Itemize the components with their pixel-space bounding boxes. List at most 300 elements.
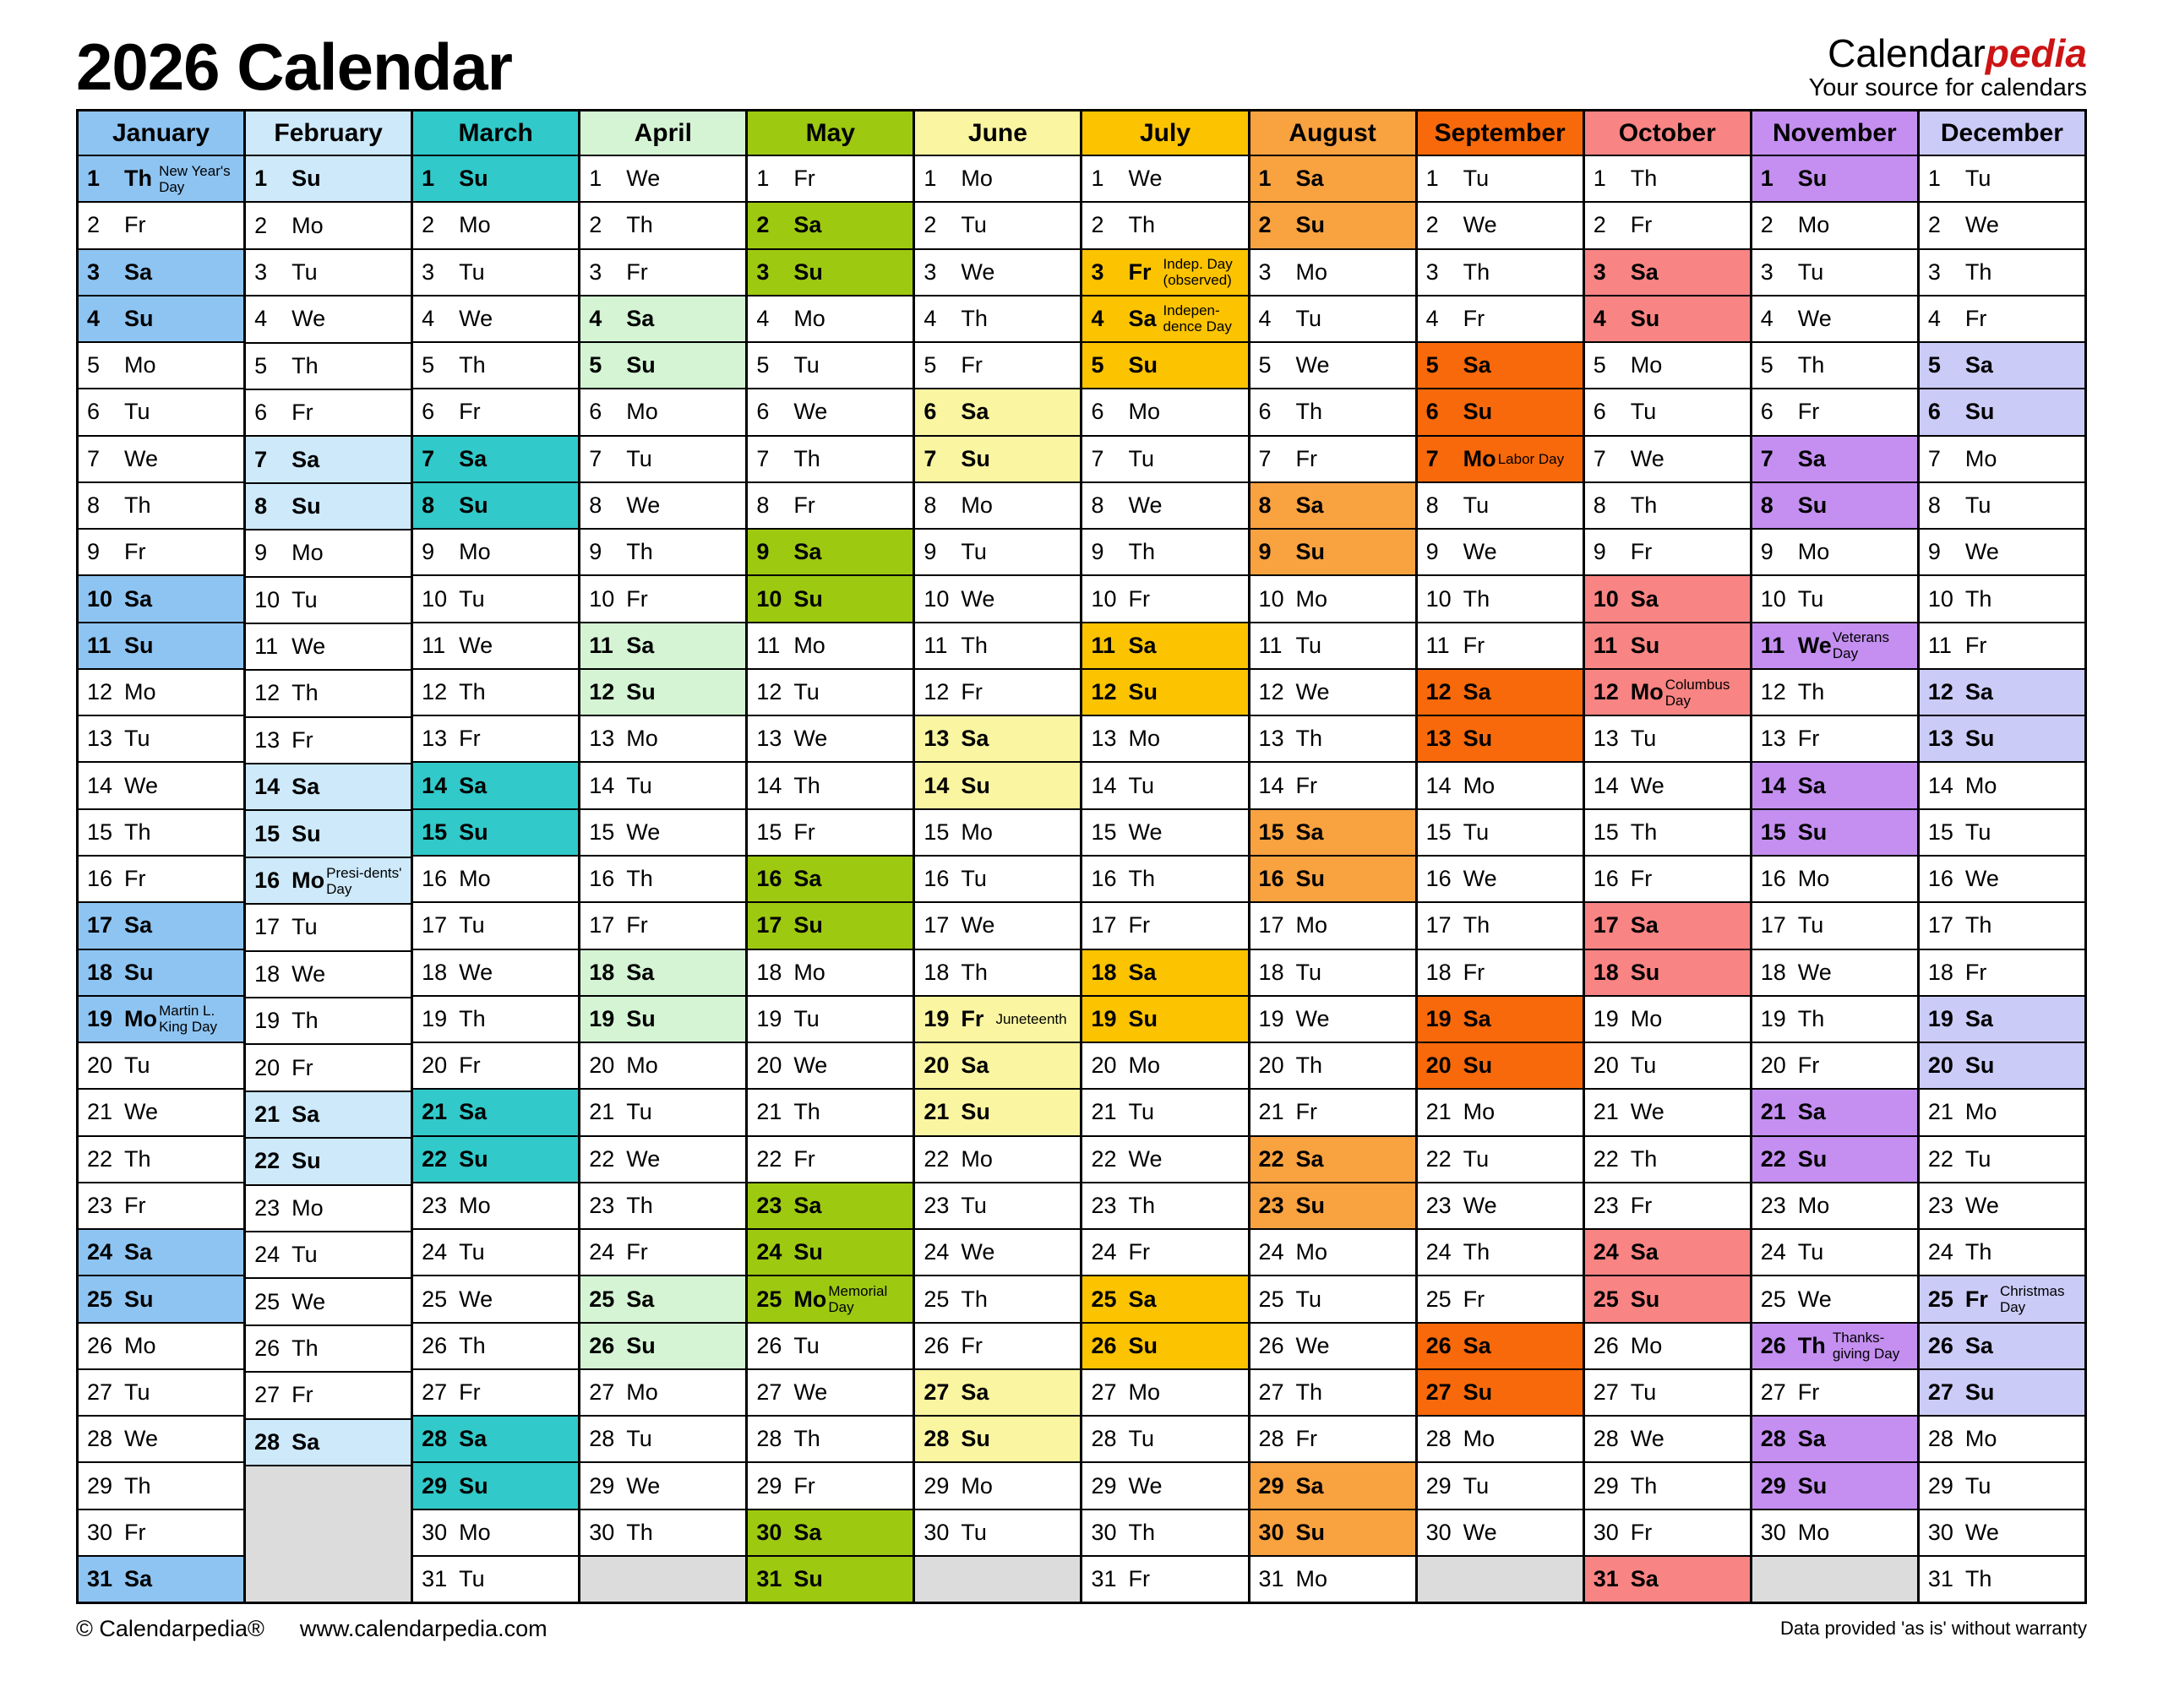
day-number: 3 [1593, 258, 1606, 285]
day-cell-january-9 [79, 530, 243, 576]
day-cell-october-1 [1585, 156, 1750, 203]
day-number: 13 [923, 726, 950, 752]
day-cell-december-15 [1920, 810, 2084, 857]
day-cell-november-16 [1752, 857, 1917, 903]
day-number: 19 [254, 1008, 281, 1034]
day-number: 30 [1091, 1519, 1117, 1545]
day-cell-april-23 [580, 1183, 745, 1230]
day-cell-august-28 [1250, 1417, 1415, 1463]
weekday-abbrev: Sa [1128, 632, 1157, 658]
weekday-abbrev: Fr [124, 1519, 146, 1545]
weekday-abbrev: Fr [459, 1379, 481, 1406]
weekday-abbrev: Th [1797, 1332, 1826, 1358]
day-number: 7 [87, 445, 101, 471]
weekday-abbrev: Tu [626, 772, 652, 798]
month-column-august [1250, 112, 1418, 1602]
weekday-abbrev: Mo [1295, 585, 1328, 612]
day-cell-april-18 [580, 950, 745, 997]
day-cell-january-22 [79, 1137, 243, 1183]
weekday-abbrev: Fr [626, 912, 648, 938]
day-number: 2 [1927, 212, 1941, 238]
day-cell-april-14 [580, 763, 745, 809]
day-number: 24 [756, 1239, 782, 1265]
day-cell-july-11 [1082, 623, 1247, 670]
weekday-abbrev: Th [626, 1519, 653, 1545]
weekday-abbrev: Tu [1964, 819, 1991, 845]
weekday-abbrev: Su [1128, 1005, 1158, 1031]
day-number: 12 [1258, 679, 1284, 705]
weekday-abbrev: Su [1797, 166, 1828, 192]
copyright-text: © Calendarpedia® [76, 1616, 264, 1641]
weekday-abbrev: Tu [961, 1192, 987, 1218]
day-cell-november-23 [1752, 1183, 1917, 1230]
weekday-abbrev: Fr [1128, 1239, 1150, 1265]
weekday-abbrev: Su [291, 1148, 321, 1174]
weekday-abbrev: Sa [961, 399, 989, 425]
day-number: 25 [1760, 1286, 1786, 1312]
day-cell-march-22 [413, 1137, 578, 1183]
day-number: 13 [1927, 726, 1953, 752]
day-cell-september-16 [1418, 857, 1583, 903]
day-cell-april-29 [580, 1463, 745, 1509]
weekday-abbrev: Fr [1295, 772, 1318, 798]
weekday-abbrev: Fr [291, 726, 313, 753]
day-cell-november-11 [1752, 623, 1917, 670]
weekday-abbrev: Fr [1964, 959, 1987, 985]
day-number: 23 [923, 1192, 950, 1218]
weekday-abbrev: We [1463, 1192, 1497, 1218]
day-cell-june-23 [915, 1183, 1080, 1230]
weekday-abbrev: We [1630, 1099, 1664, 1125]
day-number: 24 [923, 1239, 950, 1265]
weekday-abbrev: We [459, 1286, 493, 1312]
weekday-abbrev: Th [626, 1192, 653, 1218]
holiday-label: Veterans Day [1832, 629, 1889, 662]
day-cell-october-26 [1585, 1324, 1750, 1370]
weekday-abbrev: Th [626, 866, 653, 892]
holiday-label: Martin L. King Day [159, 1003, 218, 1036]
day-number: 22 [756, 1145, 782, 1172]
day-cell-february-17 [246, 905, 411, 951]
day-cell-july-23 [1082, 1183, 1247, 1230]
weekday-abbrev: Sa [1630, 585, 1659, 612]
holiday-label: Memorial Day [828, 1282, 888, 1315]
day-cell-january-19 [79, 997, 243, 1043]
weekday-abbrev: Sa [961, 726, 989, 752]
weekday-abbrev: Th [626, 539, 653, 565]
day-cell-august-20 [1250, 1043, 1415, 1090]
website-url[interactable]: www.calendarpedia.com [299, 1616, 548, 1641]
day-cell-november-27 [1752, 1370, 1917, 1417]
weekday-abbrev: Tu [1463, 492, 1490, 518]
day-number: 29 [1927, 1472, 1953, 1499]
day-cell-november-1 [1752, 156, 1917, 203]
weekday-abbrev: Th [793, 445, 820, 471]
day-cell-november-28 [1752, 1417, 1917, 1463]
day-number: 28 [87, 1426, 113, 1452]
weekday-abbrev: Th [1463, 258, 1490, 285]
day-cell-january-12 [79, 670, 243, 716]
day-cell-april-27 [580, 1370, 745, 1417]
day-number: 9 [1425, 539, 1439, 565]
weekday-abbrev: Tu [291, 914, 318, 940]
day-number: 9 [1760, 539, 1773, 565]
weekday-abbrev: Tu [459, 1566, 485, 1592]
weekday-abbrev: Th [1630, 1472, 1658, 1499]
empty-cells [915, 1557, 1080, 1602]
weekday-abbrev: Sa [1295, 166, 1324, 192]
weekday-abbrev: We [1463, 212, 1497, 238]
day-number: 22 [87, 1145, 113, 1172]
weekday-abbrev: Th [1797, 352, 1825, 378]
weekday-abbrev: Th [1964, 912, 1992, 938]
day-cell-june-21 [915, 1090, 1080, 1136]
weekday-abbrev: Sa [291, 446, 320, 472]
day-number: 22 [1593, 1145, 1619, 1172]
day-number: 24 [1258, 1239, 1284, 1265]
weekday-abbrev: Su [1463, 1053, 1493, 1079]
day-number: 29 [422, 1472, 448, 1499]
month-column-october [1585, 112, 1752, 1602]
weekday-abbrev: We [626, 1472, 661, 1499]
weekday-abbrev: We [793, 726, 828, 752]
day-cell-september-5 [1418, 343, 1583, 389]
day-cell-april-16 [580, 857, 745, 903]
weekday-abbrev: Su [1964, 1053, 1995, 1079]
day-number: 16 [1927, 866, 1953, 892]
weekday-abbrev: Fr [961, 352, 983, 378]
day-number: 1 [1760, 166, 1773, 192]
day-cell-september-12 [1418, 670, 1583, 716]
day-cell-july-2 [1082, 203, 1247, 249]
weekday-abbrev: Su [124, 632, 154, 658]
day-number: 26 [1091, 1332, 1117, 1358]
day-cell-may-2 [748, 203, 913, 249]
weekday-abbrev: Th [626, 212, 653, 238]
day-number: 10 [254, 586, 281, 612]
day-number: 16 [422, 866, 448, 892]
day-number: 17 [422, 912, 448, 938]
day-number: 13 [422, 726, 448, 752]
day-cell-february-5 [246, 344, 411, 390]
day-cell-september-23 [1418, 1183, 1583, 1230]
weekday-abbrev: Th [961, 305, 988, 331]
day-cell-january-29 [79, 1463, 243, 1509]
day-number: 11 [1258, 632, 1283, 658]
weekday-abbrev: Fr [124, 866, 146, 892]
day-number: 2 [422, 212, 435, 238]
weekday-abbrev: Sa [793, 1519, 822, 1545]
day-cell-october-19 [1585, 997, 1750, 1043]
day-number: 7 [1091, 445, 1104, 471]
weekday-abbrev: Su [961, 1426, 990, 1452]
day-cell-august-26 [1250, 1324, 1415, 1370]
day-cell-december-10 [1920, 576, 2084, 623]
day-number: 14 [589, 772, 615, 798]
weekday-abbrev: We [961, 258, 995, 285]
day-number: 20 [87, 1053, 113, 1079]
weekday-abbrev: Sa [124, 1239, 153, 1265]
day-number: 2 [254, 212, 268, 238]
day-cell-june-9 [915, 530, 1080, 576]
weekday-abbrev: Su [1128, 1332, 1158, 1358]
weekday-abbrev: Su [1630, 305, 1660, 331]
day-cell-may-9 [748, 530, 913, 576]
day-number: 6 [87, 399, 101, 425]
weekday-abbrev: Su [961, 1099, 990, 1125]
day-number: 30 [1258, 1519, 1284, 1545]
day-cell-april-5 [580, 343, 745, 389]
day-number: 10 [1760, 585, 1786, 612]
weekday-abbrev: Th [1128, 866, 1155, 892]
weekday-abbrev: Tu [291, 1242, 318, 1268]
weekday-abbrev: Th [1128, 212, 1155, 238]
day-number: 17 [1760, 912, 1786, 938]
day-number: 30 [923, 1519, 950, 1545]
weekday-abbrev: Fr [291, 1054, 313, 1080]
day-number: 16 [1593, 866, 1619, 892]
weekday-abbrev: Su [459, 1472, 488, 1499]
day-number: 7 [1593, 445, 1606, 471]
day-cell-november-6 [1752, 389, 1917, 436]
day-cell-june-14 [915, 763, 1080, 809]
day-number: 15 [1760, 819, 1786, 845]
day-cell-september-19 [1418, 997, 1583, 1043]
day-cell-december-6 [1920, 389, 2084, 436]
day-cell-august-22 [1250, 1137, 1415, 1183]
weekday-abbrev: Su [626, 679, 656, 705]
day-number: 25 [756, 1286, 782, 1312]
day-number: 7 [756, 445, 770, 471]
day-cell-march-21 [413, 1090, 578, 1136]
weekday-abbrev: We [1128, 1472, 1163, 1499]
day-number: 6 [756, 399, 770, 425]
weekday-abbrev: Th [459, 679, 486, 705]
weekday-abbrev: Mo [1630, 352, 1663, 378]
day-number: 6 [1091, 399, 1104, 425]
weekday-abbrev: Mo [1128, 1053, 1160, 1079]
day-cell-march-2 [413, 203, 578, 249]
day-number: 18 [923, 959, 950, 985]
weekday-abbrev: Fr [1463, 959, 1485, 985]
day-number: 17 [1091, 912, 1117, 938]
day-cell-january-7 [79, 437, 243, 483]
day-number: 15 [422, 819, 448, 845]
day-number: 30 [1593, 1519, 1619, 1545]
weekday-abbrev: Mo [124, 352, 156, 378]
weekday-abbrev: Sa [793, 866, 822, 892]
weekday-abbrev: Fr [626, 1239, 648, 1265]
day-number: 16 [756, 866, 782, 892]
day-cell-october-16 [1585, 857, 1750, 903]
day-number: 29 [1593, 1472, 1619, 1499]
day-cell-july-13 [1082, 716, 1247, 763]
weekday-abbrev: Fr [1964, 632, 1987, 658]
day-cell-june-25 [915, 1276, 1080, 1323]
day-cell-january-8 [79, 483, 243, 530]
day-cell-september-26 [1418, 1324, 1583, 1370]
day-number: 15 [254, 820, 281, 846]
weekday-abbrev: Su [124, 959, 154, 985]
day-number: 20 [1425, 1053, 1452, 1079]
day-cell-november-21 [1752, 1090, 1917, 1136]
month-header-december: December [1920, 112, 2084, 156]
day-cell-january-13 [79, 716, 243, 763]
day-number: 11 [756, 632, 781, 658]
day-number: 2 [1760, 212, 1773, 238]
day-cell-october-25 [1585, 1276, 1750, 1323]
day-cell-december-20 [1920, 1043, 2084, 1090]
weekday-abbrev: Sa [626, 305, 655, 331]
day-number: 27 [254, 1382, 281, 1408]
weekday-abbrev: Mo [1964, 445, 1997, 471]
weekday-abbrev: Mo [1295, 912, 1328, 938]
day-cell-december-28 [1920, 1417, 2084, 1463]
day-cell-april-7 [580, 437, 745, 483]
day-number: 15 [1593, 819, 1619, 845]
day-number: 4 [1927, 305, 1941, 331]
day-cell-may-10 [748, 576, 913, 623]
day-number: 22 [254, 1148, 281, 1174]
day-cell-july-1 [1082, 156, 1247, 203]
day-number: 17 [756, 912, 782, 938]
day-cell-october-9 [1585, 530, 1750, 576]
day-number: 28 [1927, 1426, 1953, 1452]
weekday-abbrev: Tu [626, 1426, 652, 1452]
day-number: 12 [1760, 679, 1786, 705]
weekday-abbrev: Tu [459, 585, 485, 612]
day-number: 21 [422, 1099, 448, 1125]
day-cell-february-11 [246, 624, 411, 671]
day-cell-july-22 [1082, 1137, 1247, 1183]
day-cell-october-18 [1585, 950, 1750, 997]
weekday-abbrev: Mo [961, 819, 993, 845]
day-number: 3 [1425, 258, 1439, 285]
day-cell-october-28 [1585, 1417, 1750, 1463]
weekday-abbrev: Su [1128, 679, 1158, 705]
day-number: 22 [1425, 1145, 1452, 1172]
day-cell-april-28 [580, 1417, 745, 1463]
day-number: 14 [1593, 772, 1619, 798]
weekday-abbrev: Th [1797, 1005, 1825, 1031]
weekday-abbrev: Th [1463, 912, 1490, 938]
month-header-february: February [246, 112, 411, 156]
day-number: 5 [254, 352, 268, 378]
weekday-abbrev: Fr [124, 212, 146, 238]
day-number: 28 [1593, 1426, 1619, 1452]
weekday-abbrev: Fr [1630, 866, 1653, 892]
day-cell-january-31 [79, 1557, 243, 1602]
day-number: 28 [923, 1426, 950, 1452]
weekday-abbrev: Su [291, 166, 321, 192]
weekday-abbrev: Tu [1463, 819, 1490, 845]
day-cell-august-24 [1250, 1230, 1415, 1276]
month-column-april [580, 112, 748, 1602]
day-number: 26 [87, 1332, 113, 1358]
day-number: 30 [1760, 1519, 1786, 1545]
weekday-abbrev: Th [1964, 1239, 1992, 1265]
holiday-label: New Year's Day [159, 162, 231, 195]
day-number: 17 [1593, 912, 1619, 938]
day-number: 15 [589, 819, 615, 845]
weekday-abbrev: Mo [1128, 1379, 1160, 1406]
weekday-abbrev: We [1128, 166, 1163, 192]
day-cell-january-16 [79, 857, 243, 903]
day-number: 25 [923, 1286, 950, 1312]
month-header-march: March [413, 112, 578, 156]
day-number: 16 [589, 866, 615, 892]
day-number: 7 [254, 446, 268, 472]
day-number: 20 [589, 1053, 615, 1079]
day-cell-november-12 [1752, 670, 1917, 716]
day-cell-july-10 [1082, 576, 1247, 623]
weekday-abbrev: Fr [124, 1192, 146, 1218]
weekday-abbrev: Sa [626, 632, 655, 658]
weekday-abbrev: Fr [1630, 539, 1653, 565]
day-cell-march-24 [413, 1230, 578, 1276]
day-cell-february-3 [246, 250, 411, 296]
day-cell-may-20 [748, 1043, 913, 1090]
day-number: 13 [1091, 726, 1117, 752]
day-cell-august-23 [1250, 1183, 1415, 1230]
day-number: 31 [87, 1566, 113, 1592]
day-cell-june-1 [915, 156, 1080, 203]
day-number: 9 [923, 539, 937, 565]
day-number: 10 [422, 585, 448, 612]
day-cell-october-22 [1585, 1137, 1750, 1183]
day-number: 14 [1091, 772, 1117, 798]
day-cell-november-2 [1752, 203, 1917, 249]
day-cell-may-7 [748, 437, 913, 483]
weekday-abbrev: Mo [1463, 445, 1496, 471]
month-column-november [1752, 112, 1920, 1602]
day-cell-july-21 [1082, 1090, 1247, 1136]
day-cell-september-1 [1418, 156, 1583, 203]
day-cell-april-20 [580, 1043, 745, 1090]
weekday-abbrev: Th [961, 632, 988, 658]
weekday-abbrev: Su [1964, 399, 1995, 425]
day-cell-october-31 [1585, 1557, 1750, 1602]
day-cell-december-22 [1920, 1137, 2084, 1183]
day-cell-may-12 [748, 670, 913, 716]
day-cell-may-3 [748, 250, 913, 296]
day-cell-november-9 [1752, 530, 1917, 576]
day-number: 30 [422, 1519, 448, 1545]
day-number: 3 [923, 258, 937, 285]
day-cell-august-29 [1250, 1463, 1415, 1509]
day-cell-august-30 [1250, 1510, 1415, 1557]
weekday-abbrev: Tu [1797, 585, 1824, 612]
weekday-abbrev: Th [961, 1286, 988, 1312]
day-cell-january-15 [79, 810, 243, 857]
day-cell-february-24 [246, 1232, 411, 1279]
weekday-abbrev: Fr [1128, 585, 1150, 612]
weekday-abbrev: Sa [459, 772, 488, 798]
day-number: 1 [87, 166, 101, 192]
day-number: 31 [756, 1566, 782, 1592]
weekday-abbrev: Sa [1964, 1332, 1993, 1358]
year-calendar-grid [76, 109, 2087, 1604]
day-cell-march-5 [413, 343, 578, 389]
day-cell-november-25 [1752, 1276, 1917, 1323]
day-number: 25 [422, 1286, 448, 1312]
day-number: 4 [1258, 305, 1272, 331]
weekday-abbrev: Sa [1797, 772, 1826, 798]
day-cell-december-24 [1920, 1230, 2084, 1276]
weekday-abbrev: Th [1630, 1145, 1658, 1172]
day-cell-september-11 [1418, 623, 1583, 670]
day-number: 19 [1760, 1005, 1786, 1031]
